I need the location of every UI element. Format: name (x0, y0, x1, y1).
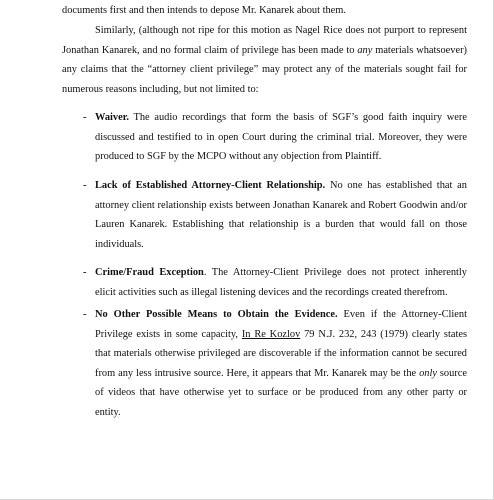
list-item-waiver (83, 108, 467, 167)
bullet-dash: - (83, 112, 87, 123)
list-item-heading: No Other Possible Means to Obtain the Evidence. (95, 309, 338, 320)
list-item-text: . The Attorney-Client Privilege does not protect inherently elicit activities such as illegal listening devices and the recordings created therefrom. (95, 267, 467, 298)
paragraph-text: Similarly, (although not ripe for this motion as Nagel Rice does not purport to represent Jonathan Kanarek, and no formal claim of privilege has been made to (62, 25, 467, 56)
list-item-text: The audio recordings that form the basis of SGF’s good faith inquiry were discussed and testified to in open Court during the criminal trial. Moreover, they were produced to SGF by the MCPO without any objection from Plaintiff. (95, 112, 467, 162)
list-item-heading: Lack of Established Attorney-Client Relationship. (95, 180, 326, 191)
paragraph-continuation: documents first and then intends to depose Mr. Kanarek about them. (62, 5, 346, 16)
case-citation: In Re Kozlov (241, 328, 301, 340)
list-item-text: Even if the Attorney-Client Privilege exists in some capacity, (95, 309, 467, 340)
list-item-no-other-means (83, 305, 468, 422)
list-item-attorney-client (83, 176, 467, 254)
list-item-crime-fraud (83, 263, 467, 302)
bullet-dash: - (83, 309, 87, 320)
bullet-dash: - (83, 267, 87, 278)
paragraph-text: materials whatsoever) any claims that the “attorney client privilege” may protect any of the materials sought fail for numerous reasons including, but not limited to: (62, 44, 468, 95)
emphasis-text: any (357, 44, 373, 56)
list-item-heading: Waiver. (95, 112, 129, 123)
list-item-text: No one has established that an attorney client relationship exists between Jonathan Kanarek and Robert Goodwin and/or Lauren Kanarek. Establishing that relationship is a burden that would fall on those individuals. (95, 180, 467, 250)
emphasis-text: only (419, 367, 437, 379)
list-item-text: source of videos that have otherwise yet to surface or be produced from any other party or entity. (95, 367, 468, 418)
list-item-text: 79 N.J. 232, 243 (1979) clearly states that materials otherwise privileged are discoverable if the information cannot be secured from any less intrusive source. Here, it appears that Mr. Kanarek may be the (95, 328, 467, 379)
list-item-heading: Crime/Fraud Exception (95, 267, 204, 278)
bullet-dash: - (83, 180, 87, 191)
paragraph-privilege-intro (62, 21, 467, 99)
